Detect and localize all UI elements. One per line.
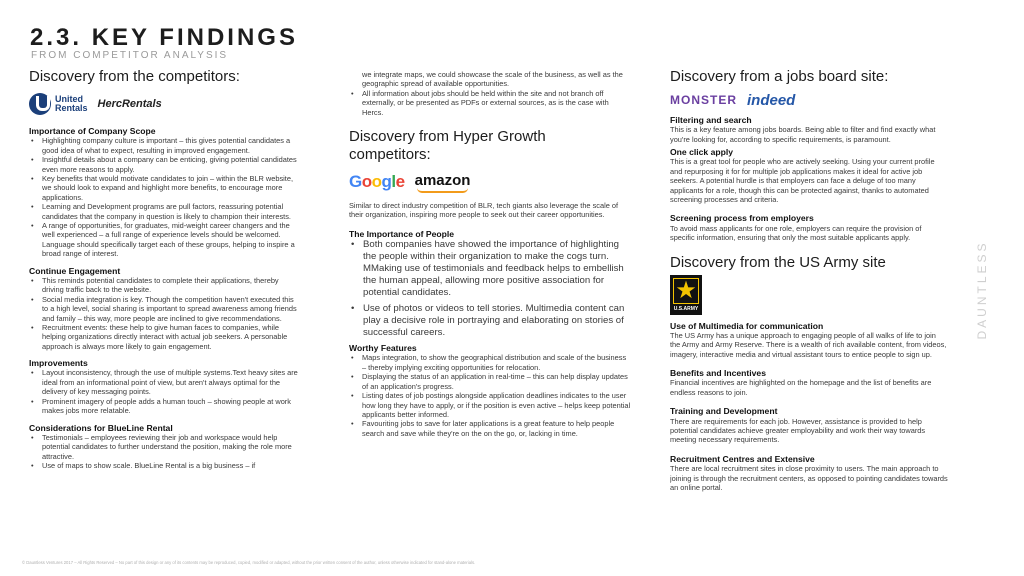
competitors-column — [29, 68, 301, 546]
hyper-growth-heading: Discovery from Hyper Growth competitors: — [349, 128, 546, 164]
united-rentals-mark-icon — [29, 93, 51, 115]
bullet-list — [29, 276, 301, 351]
continued-text: we integrate maps, we could showcase the scale of the business, as well as the geographic spread of available opportunities. — [362, 70, 623, 89]
army-logo-text: U.S.ARMY — [673, 305, 699, 312]
section-text: To avoid mass applicants for one role, employers can require the provision of specific information, ensuring that only the most suitable applicants apply. — [670, 223, 922, 243]
monster-logo: MONSTER — [670, 93, 737, 107]
list-item: • Learning and Development programs are pull factors, reassuring potential candidates that the company in question is likely to champion their interests. — [29, 202, 301, 221]
list-item: • This reminds potential candidates to complete their applications, thereby driving traffic back to the website. — [29, 276, 301, 295]
list-item: • Maps integration, to show the geographical distribution and scale of the business – thereby implying exciting opportunities for relocation. — [349, 353, 631, 372]
united-rentals-logo — [29, 93, 88, 115]
bullet-list — [349, 89, 631, 117]
hyper-growth-column — [349, 70, 631, 490]
united-logo-line2: Rentals — [55, 103, 88, 113]
us-army-logo — [670, 275, 702, 315]
list-item: • Favouriting jobs to save for later applications is a great feature to help people search and save while they're on the on the go, or, lacking in time. — [349, 419, 631, 438]
jobs-board-logos — [670, 89, 948, 111]
google-logo: Google — [349, 172, 405, 192]
bullet-list — [29, 136, 301, 258]
section-title: Continue Engagement — [29, 265, 121, 276]
army-heading: Discovery from the US Army site — [670, 253, 886, 271]
list-item: • Highlighting company culture is important – this gives potential candidates a good idea of what to expect, resulting in improved engagement. — [29, 136, 301, 155]
footer-copyright: © Dauntless Ventures 2017 – All Rights Reserved – No part of this design or any of its contents may be reproduced, copied, modified or adapted, without the prior written consent of the author, unless otherwise indicated for stand-alone materials. — [22, 560, 476, 565]
list-item: • Displaying the status of an application in real-time – this can help display updates of an application's progress. — [349, 372, 631, 391]
list-item: • All information about jobs should be held within the site and not branch off externally, or be presented as PDFs or external sources, as is the case with Hercs. — [349, 89, 631, 117]
jobs-board-heading: Discovery from a jobs board site: — [670, 68, 889, 85]
hyper-growth-logos — [349, 167, 631, 197]
section-title: Screening process from employers — [670, 213, 814, 224]
list-item: • Use of photos or videos to tell stories. Multimedia content can play a decisive role in portraying and elaborating on stories of successful careers. — [349, 303, 631, 339]
section-title: The Importance of People — [349, 228, 455, 239]
section-title: Considerations for BlueLine Rental — [29, 422, 173, 433]
list-item: • Listing dates of job postings alongside application deadlines indicates to the user how long they have to apply, or if the position is even active – helps keep potential applicants better informed. — [349, 391, 631, 419]
bullet-list — [29, 368, 301, 415]
list-item: • Prominent imagery of people adds a human touch – showing people at work makes jobs more relatable. — [29, 397, 301, 416]
section-text: This is a great tool for people who are actively seeking. Using your current profile and repurposing it for for multiple job applications makes it ideal for active job seekers. A potential hurdle is that employers can face a deluge of too many applicants for a role, though this can be protected against, thanks to automated screening processes and criteria. — [670, 157, 935, 205]
page-subtitle: FROM COMPETITOR ANALYSIS — [31, 50, 229, 61]
list-item: • Key benefits that would motivate candidates to join – within the BLR website, we should look to expand and highlight more benefits, to encourage more applications. — [29, 174, 301, 202]
section-text: There are local recruitment sites in close proximity to users. The main approach to joining is through the recruitment centers, as opposed to pointing candidates towards an online portal. — [670, 464, 948, 492]
competitor-logos — [29, 89, 301, 119]
section-title: Recruitment Centres and Extensive — [670, 453, 815, 464]
bullet-list — [349, 353, 631, 438]
amazon-logo: amazon — [415, 172, 471, 193]
section-text: There are requirements for each job. However, assistance is provided to help potential candidates achieve greater employability and work their way towards meeting necessary requirements. — [670, 416, 926, 445]
section-text: Financial incentives are highlighted on the homepage and the list of benefits are endless reasons to join. — [670, 378, 932, 397]
section-title: One click apply — [670, 147, 734, 158]
indeed-logo: indeed — [747, 91, 796, 109]
hyper-growth-intro: Similar to direct industry competition of BLR, tech giants also leverage the scale of their organization, inspiring more people to seek out their career opportunities. — [349, 201, 619, 220]
section-title: Improvements — [29, 358, 88, 369]
list-item: • A range of opportunities, for graduates, mid-weight career changers and the well experienced – a full range of experience levels should be welcomed. Language should specifically target each of these groups, helping to inspire a broad range of interest. — [29, 221, 301, 259]
herc-rentals-logo: HercRentals — [97, 98, 162, 110]
section-text: This is a key feature among jobs boards. Being able to filter and find exactly what you're looking for, according to specific requirements, is paramount. — [670, 125, 936, 144]
list-item: • Social media integration is key. Though the competition haven't executed this to a high level, social sharing is important to spread awareness among friends and family – this way, more people are inclined to give recommendations. — [29, 295, 301, 323]
section-title: Training and Development — [670, 406, 778, 417]
bullet-list — [349, 239, 631, 339]
brand-watermark: DAUNTLESS — [975, 240, 989, 340]
section-text: The US Army has a unique approach to engaging people of all walks of life to join the Army and Army Reserve. There is a wealth of rich available content, from videos, imagery, interactive media and virtual assistant tours to entice people to sign up. — [670, 330, 947, 359]
jobs-and-army-column — [670, 68, 948, 546]
list-item: • Testimonials – employees reviewing their job and workspace would help potential candidates to further understand the position, making the role more attractive. — [29, 433, 301, 461]
list-item: • Insightful details about a company can be enticing, giving potential candidates even more reasons to apply. — [29, 155, 301, 174]
section-title: Use of Multimedia for communication — [670, 320, 824, 331]
star-icon: ★ — [673, 278, 699, 304]
list-item: • Layout inconsistency, through the use of multiple systems.Text heavy sites are ideal from an informational point of view, but aren't always optimal for the delivery of key messaging points. — [29, 368, 301, 396]
united-logo-line1: United — [55, 94, 83, 104]
list-item: • Both companies have showed the importance of highlighting the people within their organization to make the cogs turn. MMaking use of testimonials and feedback helps to embellish the human appeal, allowing more positive association for potential candidates. — [349, 239, 631, 299]
competitors-heading: Discovery from the competitors: — [29, 68, 240, 85]
section-title: Importance of Company Scope — [29, 126, 156, 136]
section-title: Worthy Features — [349, 343, 417, 354]
section-title: Filtering and search — [670, 115, 752, 125]
section-title: Benefits and Incentives — [670, 368, 766, 379]
list-item: • Use of maps to show scale. BlueLine Rental is a big business – if — [29, 461, 301, 470]
list-item: • Recruitment events: these help to give human faces to companies, while helping organizations directly interact with actual job seekers. A personable approach is always more likely to gain engagement. — [29, 323, 301, 351]
bullet-list — [29, 433, 301, 471]
page-title: 2.3. KEY FINDINGS — [30, 24, 298, 51]
